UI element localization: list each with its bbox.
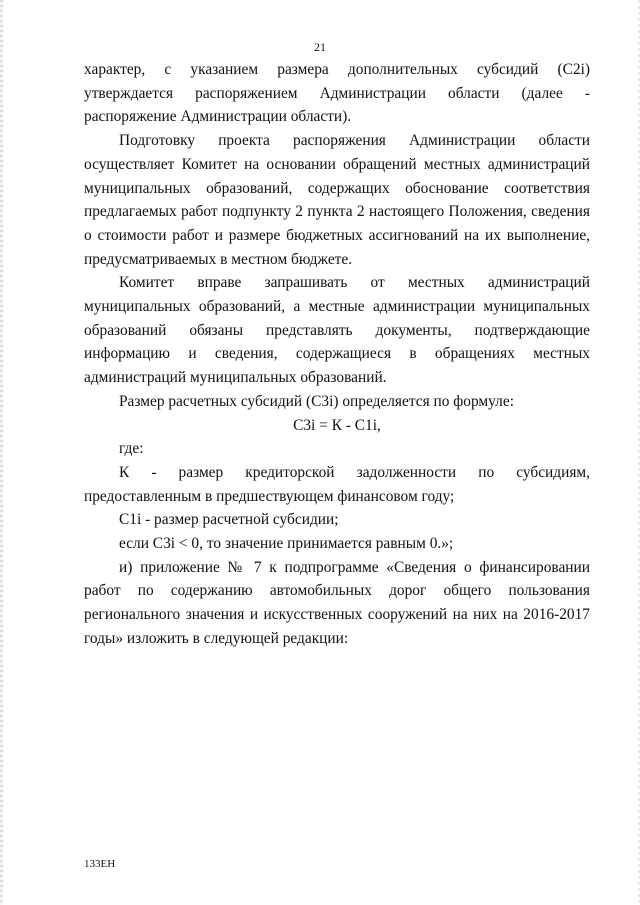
paragraph-amendment: и) приложение № 7 к подпрограмме «Сведения о финансировании работ по содержанию автомобильных дорог общего пользования регионального значения и искусственных сооружений на них на 2016-2017 годы» изложить в следующей редакции: <box>84 558 590 647</box>
document-body <box>84 58 590 651</box>
scan-edge-left <box>0 0 3 905</box>
definition-condition: если С3i < 0, то значение принимается равным 0.»; <box>119 535 454 553</box>
footer-code: 133ЕН <box>84 858 116 870</box>
paragraph-subsidy-character: характер, с указанием размера дополнительных субсидий (С2i) утверждается распоряжением Администрации области (далее - распоряжение Администрации области). <box>84 61 590 126</box>
paragraph-preparation: Подготовку проекта распоряжения Администрации области осуществляет Комитет на основании обращений местных администраций муниципальных образований, содержащих обоснование соответствия предлагаемых работ подпункту 2 пункта 2 настоящего Положения, сведения о стоимости работ и размере бюджетных ассигнований на их выполнение, предусматриваемых в местном бюджете. <box>84 132 590 268</box>
definition-k: К - размер кредиторской задолженности по субсидиям, предоставленным в предшествующем финансовом году; <box>84 463 590 505</box>
paragraph-committee-rights: Комитет вправе запрашивать от местных администраций муниципальных образований, а местные администрации муниципальных образований обязаны представлять документы, подтверждающие информацию и сведения, содержащиеся в обращениях местных администраций муниципальных образований. <box>84 274 590 387</box>
definition-c1i: С1i - размер расчетной субсидии; <box>119 511 339 529</box>
formula: С3i = К - С1i, <box>293 416 381 434</box>
page-number: 21 <box>314 40 326 54</box>
where-label: где: <box>119 440 144 458</box>
paragraph-formula-intro: Размер расчетных субсидий (С3i) определяется по формуле: <box>119 392 514 410</box>
